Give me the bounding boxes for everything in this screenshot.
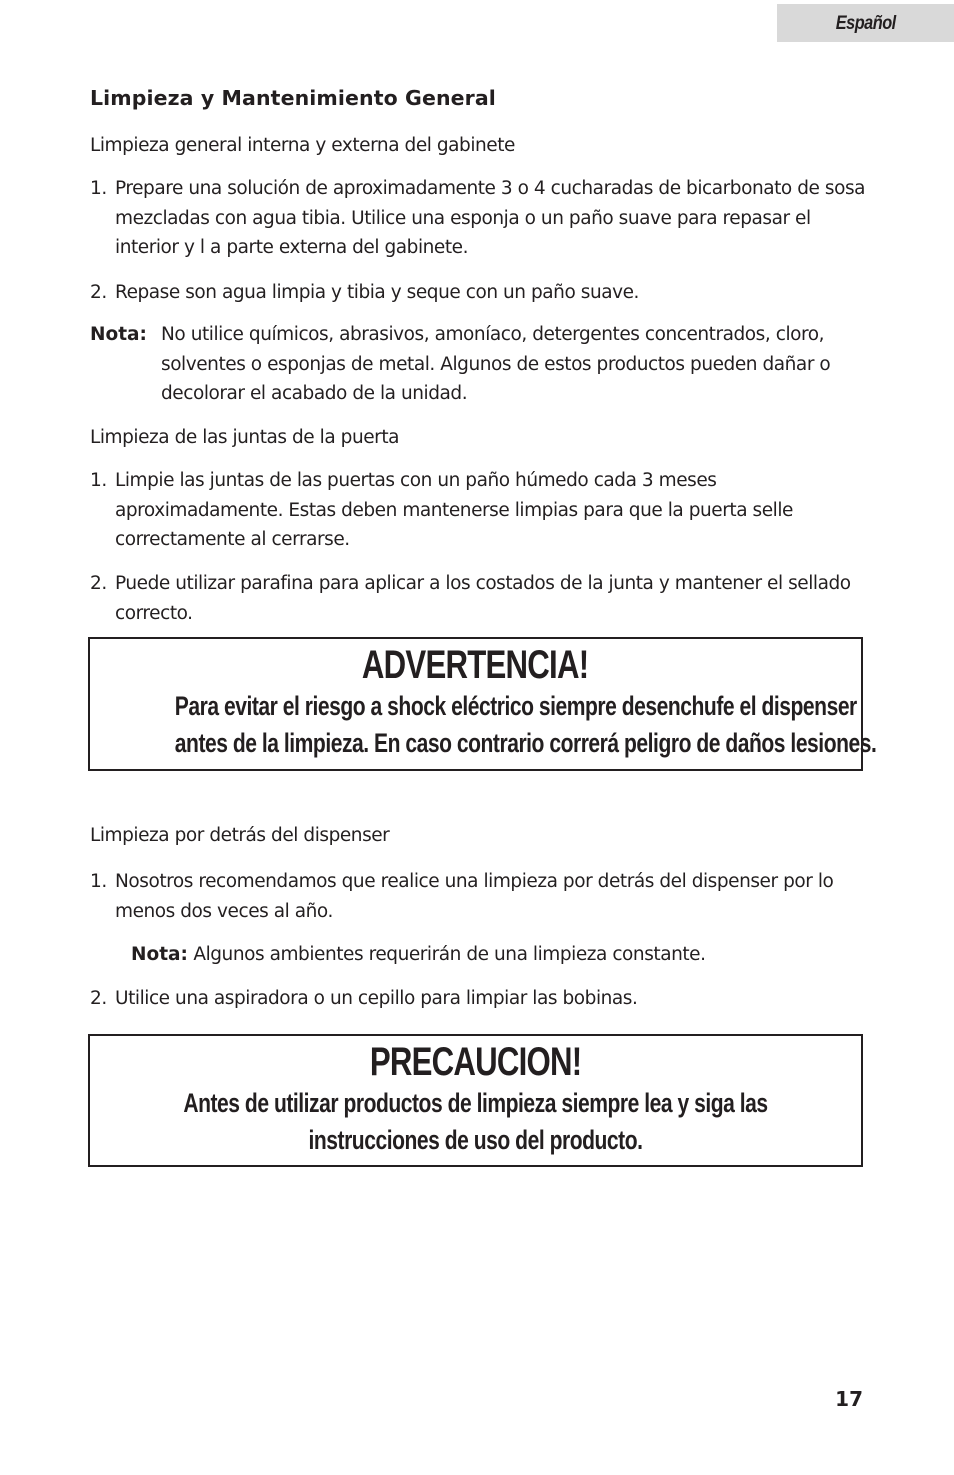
cabinet-step-1 xyxy=(90,174,870,263)
gaskets-step-2 xyxy=(90,569,870,628)
caution-title: PRECAUCION! xyxy=(369,1040,582,1084)
warning-line-2: antes de la limpieza. En caso contrario correrá peligro de daños lesiones. xyxy=(174,728,877,758)
note-text: Algunos ambientes requerirán de una limpieza constante. xyxy=(193,944,706,965)
note-text: No utilice químicos, abrasivos, amoníaco, detergentes concentrados, cloro, solventes o esponjas de metal. Algunos de estos productos pueden dañar o decolorar el acabado de la unidad. xyxy=(161,324,831,404)
cabinet-heading: Limpieza general interna y externa del gabinete xyxy=(90,135,515,156)
warning-box xyxy=(88,637,877,771)
caution-line-2: instrucciones de uso del producto. xyxy=(308,1125,643,1155)
behind-step-1 xyxy=(90,867,870,926)
note-label: Nota: xyxy=(90,324,147,345)
note-label: Nota: xyxy=(131,944,188,965)
step-text: Utilice una aspiradora o un cepillo para limpiar las bobinas. xyxy=(115,988,638,1009)
step-number: 1. xyxy=(90,178,107,199)
warning-line-1: Para evitar el riesgo a shock eléctrico siempre desenchufe el dispenser xyxy=(174,691,857,721)
step-text: Limpie las juntas de las puertas con un paño húmedo cada 3 meses aproximadamente. Estas deben mantenerse limpias para que la puerta selle correctamente al cerrarse. xyxy=(115,470,793,550)
cabinet-note xyxy=(90,320,870,409)
step-text: Prepare una solución de aproximadamente 3 o 4 cucharadas de bicarbonato de sosa mezcladas con agua tibia. Utilice una esponja o un paño suave para repasar el interior y l a parte externa del gabinete. xyxy=(115,178,866,258)
step-text: Repase son agua limpia y tibia y seque con un paño suave. xyxy=(115,282,639,303)
step-number: 1. xyxy=(90,470,107,491)
step-number: 2. xyxy=(90,988,107,1009)
behind-note xyxy=(131,940,706,970)
page-number: 17 xyxy=(835,1387,863,1411)
gaskets-step-1 xyxy=(90,466,870,555)
gaskets-heading: Limpieza de las juntas de la puerta xyxy=(90,427,400,448)
step-number: 1. xyxy=(90,871,107,892)
language-label: Español xyxy=(836,13,896,34)
caution-box xyxy=(88,1034,863,1167)
step-text: Puede utilizar parafina para aplicar a los costados de la junta y mantener el sellado correcto. xyxy=(115,573,851,624)
step-number: 2. xyxy=(90,573,107,594)
step-number: 2. xyxy=(90,282,107,303)
behind-step-2 xyxy=(90,984,870,1014)
cabinet-step-2 xyxy=(90,278,870,308)
behind-heading: Limpieza por detrás del dispenser xyxy=(90,825,390,846)
warning-title: ADVERTENCIA! xyxy=(362,643,589,687)
section-title: Limpieza y Mantenimiento General xyxy=(90,86,496,110)
step-text: Nosotros recomendamos que realice una limpieza por detrás del dispenser por lo menos dos veces al año. xyxy=(115,871,834,922)
caution-line-1: Antes de utilizar productos de limpieza siempre lea y siga las xyxy=(183,1088,768,1118)
language-tab xyxy=(777,4,954,42)
